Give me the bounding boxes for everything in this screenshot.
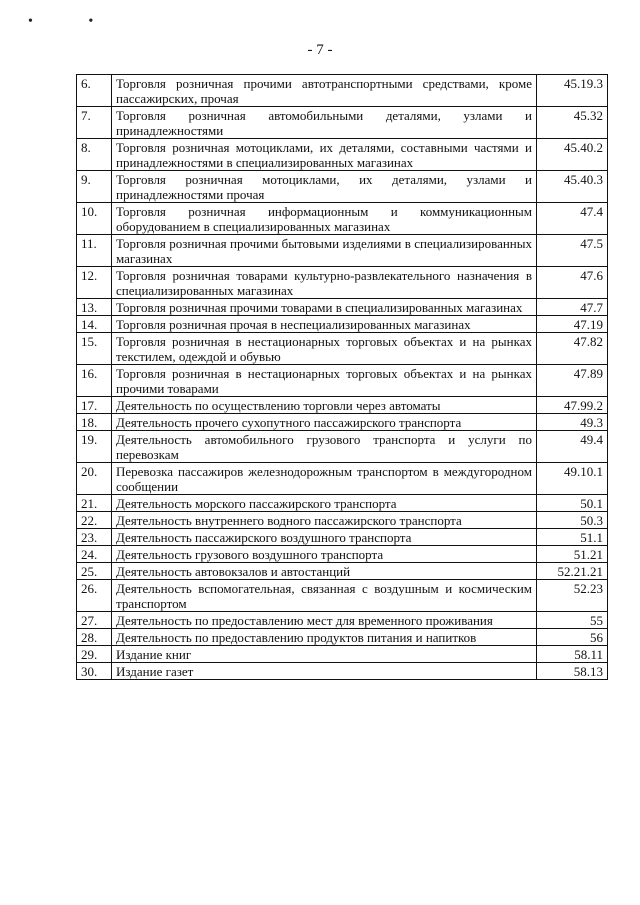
activity-description: Деятельность по осуществлению торговли через автоматы (112, 397, 537, 414)
table-row (77, 580, 608, 612)
row-number: 9. (77, 171, 112, 203)
okved-code: 51.21 (537, 546, 608, 563)
okved-code: 45.40.3 (537, 171, 608, 203)
okved-code: 45.40.2 (537, 139, 608, 171)
table-row (77, 299, 608, 316)
row-number: 28. (77, 629, 112, 646)
okved-code: 49.4 (537, 431, 608, 463)
scan-dots: • • (28, 14, 120, 29)
activity-description: Торговля розничная прочими автотранспортными средствами, кроме пассажирских, прочая (112, 75, 537, 107)
activity-description: Торговля розничная прочими товарами в специализированных магазинах (112, 299, 537, 316)
row-number: 27. (77, 612, 112, 629)
activity-description: Торговля розничная мотоциклами, их деталями, узлами и принадлежностями прочая (112, 171, 537, 203)
table-row (77, 629, 608, 646)
table-row (77, 107, 608, 139)
table-row (77, 235, 608, 267)
activity-description: Деятельность автовокзалов и автостанций (112, 563, 537, 580)
row-number: 13. (77, 299, 112, 316)
okved-code: 50.3 (537, 512, 608, 529)
table-row (77, 563, 608, 580)
okved-code: 45.32 (537, 107, 608, 139)
activity-description: Торговля розничная автомобильными деталями, узлами и принадлежностями (112, 107, 537, 139)
activity-description: Деятельность прочего сухопутного пассажирского транспорта (112, 414, 537, 431)
activity-description: Деятельность по предоставлению продуктов питания и напитков (112, 629, 537, 646)
activity-description: Торговля розничная в нестационарных торговых объектах и на рынках текстилем, одеждой и обувью (112, 333, 537, 365)
table-row (77, 512, 608, 529)
table-row (77, 612, 608, 629)
okved-code: 47.19 (537, 316, 608, 333)
row-number: 30. (77, 663, 112, 680)
row-number: 14. (77, 316, 112, 333)
okved-code: 51.1 (537, 529, 608, 546)
okved-code: 47.99.2 (537, 397, 608, 414)
table-row (77, 546, 608, 563)
activity-description: Деятельность по предоставлению мест для временного проживания (112, 612, 537, 629)
okved-code: 47.82 (537, 333, 608, 365)
activity-description: Торговля розничная мотоциклами, их деталями, составными частями и принадлежностями в специализированных магазинах (112, 139, 537, 171)
activity-description: Деятельность автомобильного грузового транспорта и услуги по перевозкам (112, 431, 537, 463)
table-row (77, 365, 608, 397)
okved-code: 47.7 (537, 299, 608, 316)
row-number: 21. (77, 495, 112, 512)
row-number: 7. (77, 107, 112, 139)
row-number: 20. (77, 463, 112, 495)
activity-description: Торговля розничная прочими бытовыми изделиями в специализированных магазинах (112, 235, 537, 267)
activity-description: Деятельность вспомогательная, связанная с воздушным и космическим транспортом (112, 580, 537, 612)
activity-description: Торговля розничная товарами культурно-развлекательного назначения в специализированных магазинах (112, 267, 537, 299)
activity-description: Торговля розничная в нестационарных торговых объектах и на рынках прочими товарами (112, 365, 537, 397)
activity-description: Перевозка пассажиров железнодорожным транспортом в междугородном сообщении (112, 463, 537, 495)
table-row (77, 495, 608, 512)
table-row (77, 663, 608, 680)
okved-code: 45.19.3 (537, 75, 608, 107)
row-number: 19. (77, 431, 112, 463)
table-row (77, 646, 608, 663)
table-row (77, 431, 608, 463)
okved-code: 58.13 (537, 663, 608, 680)
okved-code: 47.89 (537, 365, 608, 397)
activity-description: Деятельность морского пассажирского транспорта (112, 495, 537, 512)
row-number: 16. (77, 365, 112, 397)
row-number: 12. (77, 267, 112, 299)
activity-description: Издание газет (112, 663, 537, 680)
row-number: 29. (77, 646, 112, 663)
table-body (77, 75, 608, 680)
row-number: 24. (77, 546, 112, 563)
okved-code: 58.11 (537, 646, 608, 663)
table-row (77, 316, 608, 333)
row-number: 15. (77, 333, 112, 365)
activity-codes-table (76, 74, 608, 680)
okved-code: 47.6 (537, 267, 608, 299)
activity-description: Издание книг (112, 646, 537, 663)
activity-description: Деятельность пассажирского воздушного транспорта (112, 529, 537, 546)
okved-code: 49.3 (537, 414, 608, 431)
table-row (77, 203, 608, 235)
activity-description: Торговля розничная информационным и коммуникационным оборудованием в специализированных магазинах (112, 203, 537, 235)
row-number: 10. (77, 203, 112, 235)
okved-code: 49.10.1 (537, 463, 608, 495)
table-row (77, 397, 608, 414)
row-number: 17. (77, 397, 112, 414)
page-number: - 7 - (307, 42, 333, 58)
row-number: 8. (77, 139, 112, 171)
table-row (77, 333, 608, 365)
table-row (77, 139, 608, 171)
row-number: 26. (77, 580, 112, 612)
okved-code: 56 (537, 629, 608, 646)
okved-code: 52.21.21 (537, 563, 608, 580)
table-row (77, 529, 608, 546)
table-row (77, 267, 608, 299)
row-number: 22. (77, 512, 112, 529)
activity-description: Деятельность внутреннего водного пассажирского транспорта (112, 512, 537, 529)
table-row (77, 171, 608, 203)
table-row (77, 463, 608, 495)
row-number: 25. (77, 563, 112, 580)
okved-code: 52.23 (537, 580, 608, 612)
row-number: 11. (77, 235, 112, 267)
okved-code: 55 (537, 612, 608, 629)
activity-description: Торговля розничная прочая в неспециализированных магазинах (112, 316, 537, 333)
row-number: 18. (77, 414, 112, 431)
okved-code: 47.4 (537, 203, 608, 235)
row-number: 6. (77, 75, 112, 107)
row-number: 23. (77, 529, 112, 546)
table-row (77, 414, 608, 431)
okved-code: 50.1 (537, 495, 608, 512)
activity-description: Деятельность грузового воздушного транспорта (112, 546, 537, 563)
table-row (77, 75, 608, 107)
okved-code: 47.5 (537, 235, 608, 267)
